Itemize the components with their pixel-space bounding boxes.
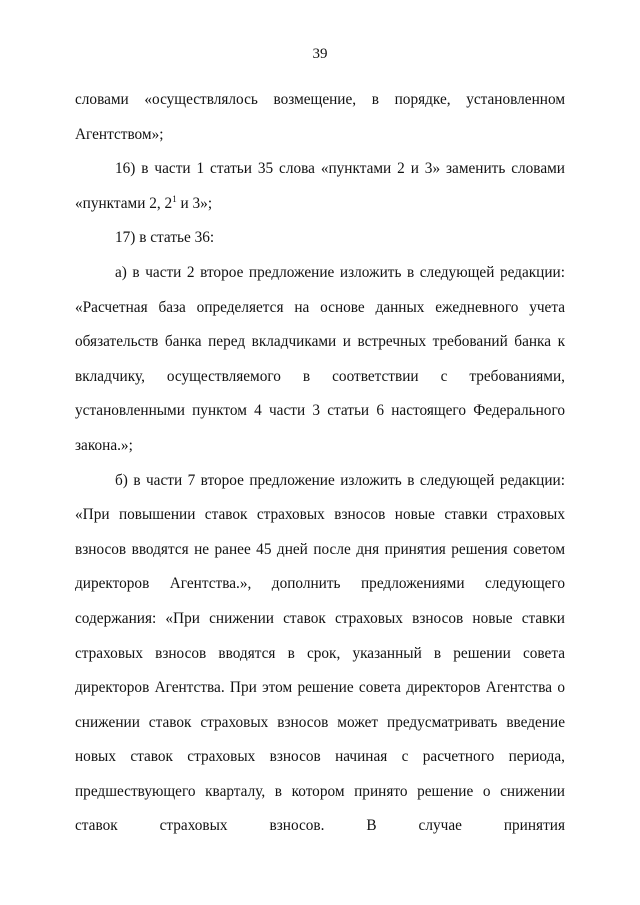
paragraph-item-16 (75, 152, 565, 221)
paragraph-continuation: словами «осуществлялось возмещение, в порядке, установленном Агентством»; (75, 91, 565, 143)
paragraph-item-17: 17) в статье 36: (115, 229, 215, 247)
superscript-1: 1 (172, 193, 177, 204)
document-body (75, 83, 565, 844)
paragraph-item-16-text: 16) в части 1 статьи 35 слова «пунктами 2 и 3» заменить словами «пунктами 2, 2 (75, 160, 565, 212)
page-number: 39 (312, 46, 328, 62)
paragraph-subitem-a: а) в части 2 второе предложение изложить в следующей редакции: «Расчетная база определяется на основе данных ежедневного учета обязательств банка перед вкладчиками и встречных требований банка к вкладчику, осуществляемого в соответствии с требованиями, установленными пунктом 4 части 3 статьи 6 настоящего Федерального закона.»; (75, 263, 565, 454)
paragraph-subitem-b: б) в части 7 второе предложение изложить в следующей редакции: «При повышении ставок страховых взносов новые ставки страховых взносов вводятся не ранее 45 дней после дня принятия решения советом директоров Агентства.», дополнить предложениями следующего содержания: «При снижении ставок страховых взносов новые ставки страховых взносов вводятся в срок, указанный в решении совета директоров Агентства. При этом решение совета директоров Агентства о снижении ставок страховых взносов может предусматривать введение новых ставок страховых взносов начиная с расчетного периода, предшествующего кварталу, в котором принято решение о снижении ставок страховых взносов. В случае принятия (75, 471, 565, 835)
paragraph-item-16-tail: и 3»; (176, 194, 213, 212)
